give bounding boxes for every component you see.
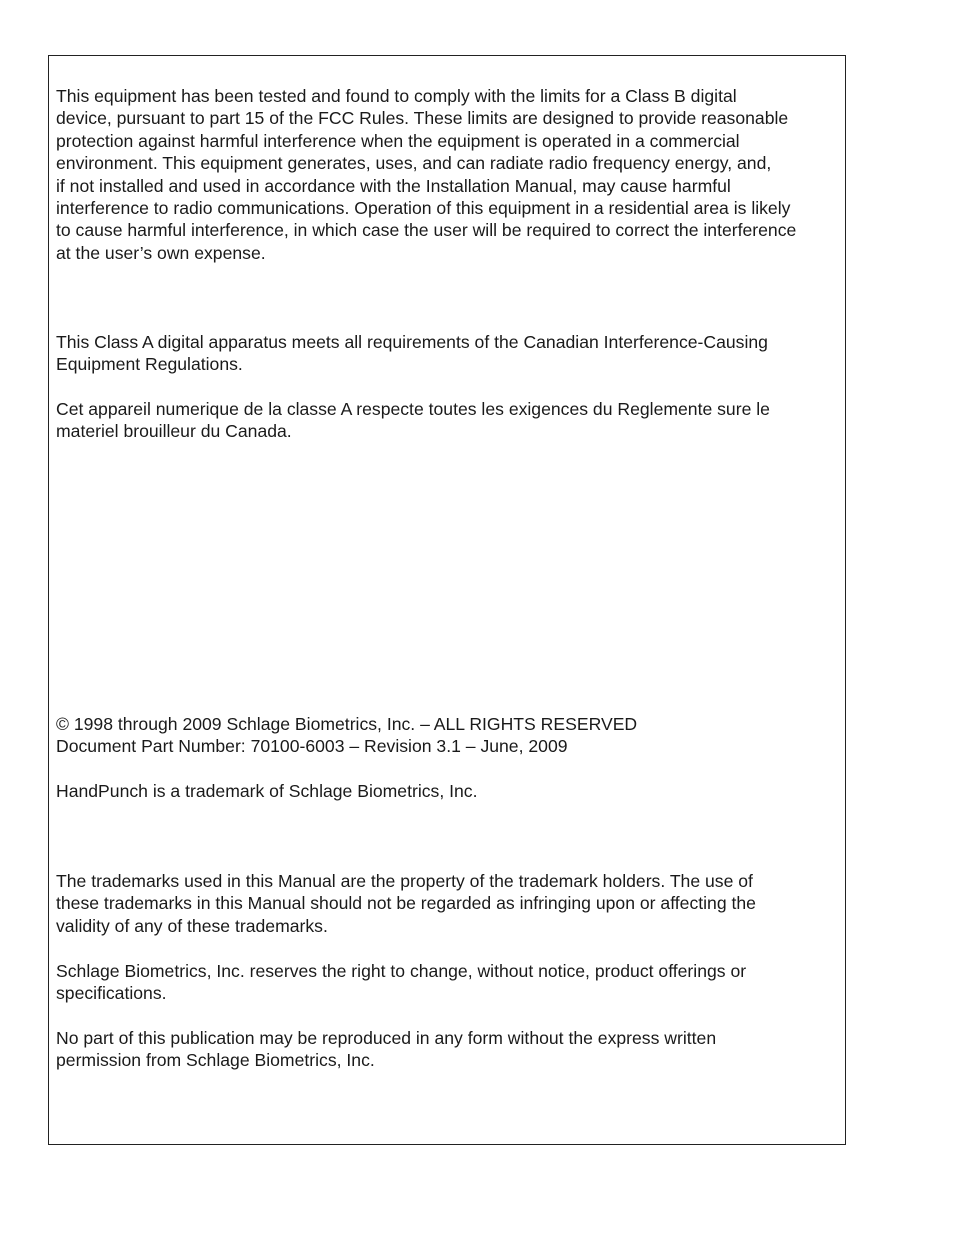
canada-notice-english-text: This Class A digital apparatus meets all requirements of the Canadian Interference-Causing Equipment Regulations. xyxy=(56,332,768,375)
reserves-right-notice xyxy=(56,960,846,1005)
handpunch-trademark xyxy=(56,780,846,802)
canada-notice-english xyxy=(56,331,846,376)
copyright-line: © 1998 through 2009 Schlage Biometrics, Inc. – ALL RIGHTS RESERVED xyxy=(56,714,638,734)
reserves-right-text: Schlage Biometrics, Inc. reserves the right to change, without notice, product offerings or specifications. xyxy=(56,961,747,1004)
trademarks-general-text: The trademarks used in this Manual are the property of the trademark holders. The use of these trademarks in this Manual should not be regarded as infringing upon or affecting the validity of any of these trademarks. xyxy=(56,871,756,936)
trademarks-general-notice xyxy=(56,870,846,937)
handpunch-trademark-text: HandPunch is a trademark of Schlage Biometrics, Inc. xyxy=(56,781,478,801)
copyright-block xyxy=(56,713,846,758)
canada-notice-french xyxy=(56,398,846,443)
fcc-notice xyxy=(56,85,846,264)
document-part-number: Document Part Number: 70100-6003 – Revision 3.1 – June, 2009 xyxy=(56,736,568,757)
reproduction-notice-text: No part of this publication may be reproduced in any form without the express written permission from Schlage Biometrics, Inc. xyxy=(56,1028,717,1071)
fcc-notice-text: This equipment has been tested and found to comply with the limits for a Class B digital device, pursuant to part 15 of the FCC Rules. These limits are designed to provide reasonable protection against harmful interference when the equipment is operated in a commercial environment. This equipment generates, uses, and can radiate radio frequency energy, and, if not installed and used in accordance with the Installation Manual, may cause harmful interference to radio communications. Operation of this equipment in a residential area is likely to cause harmful interference, in which case the user will be required to correct the interference at the user’s own expense. xyxy=(56,86,797,263)
canada-notice-french-text: Cet appareil numerique de la classe A respecte toutes les exigences du Reglemente sure le materiel brouilleur du Canada. xyxy=(56,399,770,442)
reproduction-notice xyxy=(56,1027,846,1072)
